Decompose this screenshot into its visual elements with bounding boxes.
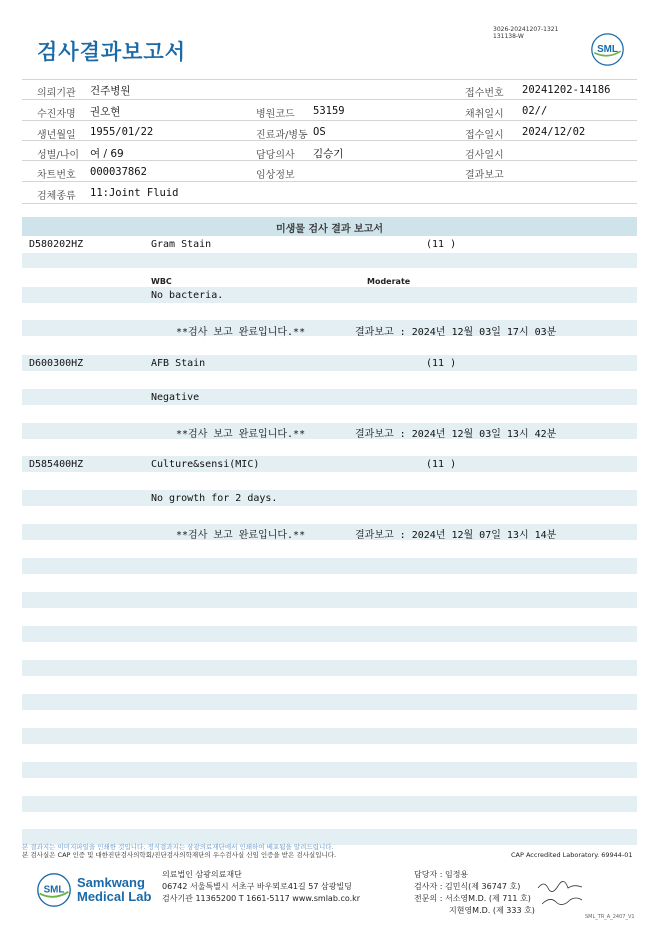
receipt-no-value: 20241202-14186 bbox=[522, 84, 611, 96]
test-date-label: 검사일시 bbox=[465, 150, 504, 161]
print-notice: 본 결과지는 이미지파일을 인쇄한 것입니다. 정식결과지는 삼광의료재단에서 인쇄하여 배포됨을 알려드립니다. bbox=[22, 843, 334, 851]
test-code: D585400HZ bbox=[29, 459, 84, 470]
birth-value: 1955/01/22 bbox=[90, 126, 154, 138]
staff-list: 담당자 : 임정용 검사자 : 김민식(제 36747 호) 전문의 : 서소영M.D. (제 711 호) 지현영M.D. (제 333 호) bbox=[414, 870, 535, 915]
specimen-label: 검체종류 bbox=[37, 191, 76, 202]
report-complete: **검사 보고 완료입니다.** bbox=[176, 530, 306, 541]
page-title: 검사결과보고서 bbox=[37, 40, 187, 64]
dept-value: OS bbox=[313, 126, 326, 138]
test-code: D580202HZ bbox=[29, 239, 84, 250]
hospital-code-label: 병원코드 bbox=[256, 109, 295, 120]
sml-logo-text: SML bbox=[597, 43, 618, 55]
doctor-value: 김승기 bbox=[313, 148, 344, 160]
sexage-value: 여 / 69 bbox=[90, 148, 124, 160]
sml-logo bbox=[591, 33, 624, 66]
report-complete: **검사 보고 완료입니다.** bbox=[176, 429, 306, 440]
receipt-date-value: 2024/12/02 bbox=[522, 126, 586, 138]
birth-label: 생년월일 bbox=[37, 130, 76, 141]
report-time: 결과보고 : 2024년 12월 03일 13시 42분 bbox=[355, 429, 557, 440]
collect-date-value: 02// bbox=[522, 105, 548, 117]
form-version: SML_TR_A_2407_V1 bbox=[585, 914, 635, 920]
signature-image bbox=[536, 878, 586, 908]
dept-label: 진료과/병동 bbox=[256, 130, 308, 141]
test-name: Culture&sensi(MIC) bbox=[151, 459, 260, 470]
patient-label: 수진자명 bbox=[37, 109, 76, 120]
wbc-label: WBC bbox=[151, 277, 172, 286]
patient-value: 권오현 bbox=[90, 106, 121, 118]
report-time: 결과보고 : 2024년 12월 07일 13시 14분 bbox=[355, 530, 557, 541]
test-qty: (11 ) bbox=[426, 358, 457, 369]
institution-label: 의뢰기관 bbox=[37, 88, 76, 99]
test-result: Negative bbox=[151, 392, 200, 403]
collect-date-label: 채취일시 bbox=[465, 109, 504, 120]
svg-text:SML: SML bbox=[43, 884, 65, 896]
receipt-no-label: 접수번호 bbox=[465, 88, 504, 99]
report-label: 결과보고 bbox=[465, 170, 504, 181]
test-result: No growth for 2 days. bbox=[151, 493, 278, 504]
wbc-value: Moderate bbox=[367, 277, 411, 286]
accreditation-notice: 본 검사실은 CAP 인증 및 대한진단검사의학회/진단검사의학재단의 우수검사실 신임 인증을 받은 검사실입니다. bbox=[22, 851, 337, 859]
test-qty: (11 ) bbox=[426, 459, 457, 470]
clinical-label: 임상정보 bbox=[256, 170, 295, 181]
test-name: Gram Stain bbox=[151, 239, 212, 250]
document-code: 3026-20241207-1321 131138-W bbox=[493, 26, 559, 40]
sexage-label: 성별/나이 bbox=[37, 150, 80, 161]
specimen-value: 11:Joint Fluid bbox=[90, 187, 179, 199]
section-title: 미생물 검사 결과 보고서 bbox=[275, 224, 384, 235]
report-time: 결과보고 : 2024년 12월 03일 17시 03분 bbox=[355, 327, 557, 338]
institution-value: 건주병원 bbox=[90, 85, 131, 97]
brand-name: Samkwang Medical Lab bbox=[77, 875, 152, 904]
test-qty: (11 ) bbox=[426, 239, 457, 250]
receipt-date-label: 접수일시 bbox=[465, 130, 504, 141]
samkwang-logo-icon bbox=[36, 872, 72, 908]
report-complete: **검사 보고 완료입니다.** bbox=[176, 327, 306, 338]
test-name: AFB Stain bbox=[151, 358, 206, 369]
chart-value: 000037862 bbox=[90, 166, 147, 178]
chart-label: 차트번호 bbox=[37, 170, 76, 181]
doctor-label: 담당의사 bbox=[256, 150, 295, 161]
test-result: No bacteria. bbox=[151, 290, 224, 301]
hospital-code-value: 53159 bbox=[313, 105, 345, 117]
test-code: D600300HZ bbox=[29, 358, 84, 369]
lab-contact: 의료법인 삼광의료재단 06742 서울특별시 서초구 바우뫼로41길 57 삼광빌딩 검사기관 11365200 T 1661-5117 www.smlab.co.kr bbox=[162, 870, 361, 903]
cap-accreditation: CAP Accredited Laboratory. 69944-01 bbox=[511, 851, 633, 859]
